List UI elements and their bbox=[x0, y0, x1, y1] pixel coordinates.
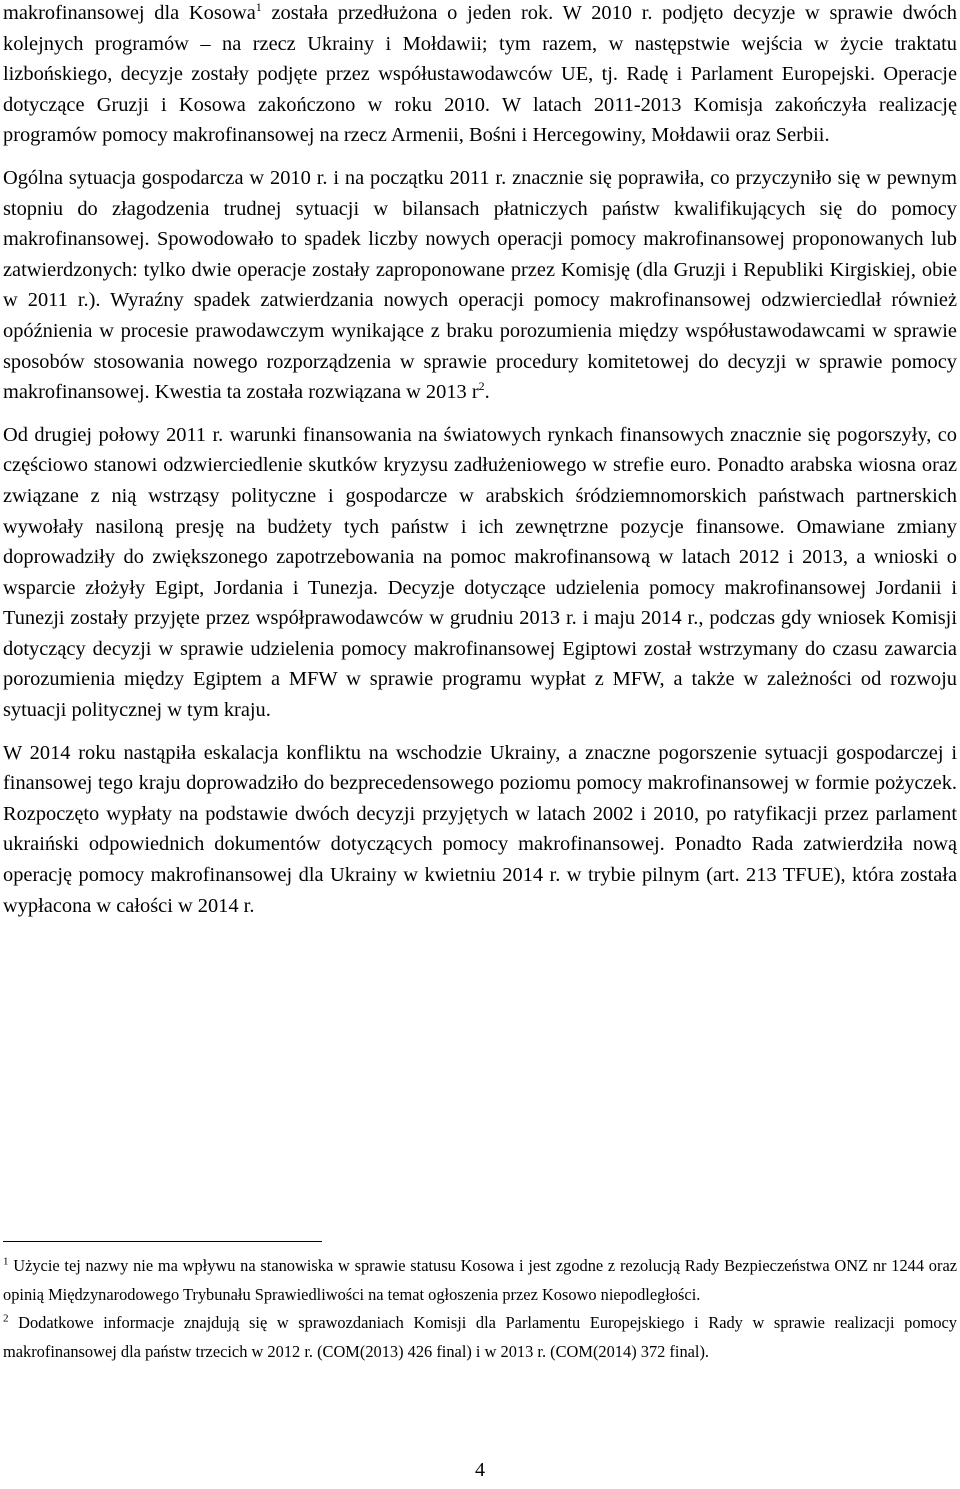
paragraph-1 bbox=[3, 0, 957, 151]
footnote-2-text: Dodatkowe informacje znajdują się w sprawozdaniach Komisji dla Parlamentu Europejskiego i Rady w sprawie realizacji pomocy makrofinansowej dla państw trzecich w 2012 r. (COM(2013) 426 final) i w 2013 r. (COM(2014) 372 final). bbox=[3, 1313, 957, 1361]
footnote-ref-2[interactable]: 2 bbox=[478, 379, 485, 394]
page-number: 4 bbox=[475, 1459, 485, 1481]
paragraph-1-text-cont: została przedłużona o jeden rok. W 2010 r. podjęto decyzje w sprawie dwóch kolejnych programów – na rzecz Ukrainy i Mołdawii; tym razem, w następstwie wejścia w życie traktatu lizbońskiego, decyzje zostały podjęte przez współustawodawców UE, tj. Radę i Parlament Europejski. Operacje dotyczące Gruzji i Kosowa zakończono w roku 2010. W latach 2011-2013 Komisja zakończyła realizację programów pomocy makrofinansowej na rzecz Armenii, Bośni i Hercegowiny, Mołdawii oraz Serbii. bbox=[3, 2, 957, 147]
paragraph-3-text: Od drugiej połowy 2011 r. warunki finansowania na światowych rynkach finansowych znacznie się pogorszyły, co częściowo stanowi odzwierciedlenie skutków kryzysu zadłużeniowego w strefie euro. Ponadto arabska wiosna oraz związane z nią wstrząsy polityczne i gospodarcze w arabskich śródziemnomorskich państwach partnerskich wywołały nasiloną presję na budżety tych państw i ich zewnętrzne pozycje finansowe. Omawiane zmiany doprowadziły do zwiększonego zapotrzebowania na pomoc makrofinansową w latach 2012 i 2013, a wnioski o wsparcie złożyły Egipt, Jordania i Tunezja. Decyzje dotyczące udzielenia pomocy makrofinansowej Jordanii i Tunezji zostały przyjęte przez współprawodawców w grudniu 2013 r. i maju 2014 r., podczas gdy wniosek Komisji dotyczący decyzji w sprawie udzielenia pomocy makrofinansowej Egiptowi został wstrzymany do czasu zawarcia porozumienia między Egiptem a MFW w sprawie programu wypłat z MFW, a także w zależności od rozwoju sytuacji politycznej w tym kraju. bbox=[3, 423, 957, 722]
footnote-1-marker: 1 bbox=[3, 1255, 9, 1268]
footnote-1-text: Użycie tej nazwy nie ma wpływu na stanowiska w sprawie statusu Kosowa i jest zgodne z rezolucją Rady Bezpieczeństwa ONZ nr 1244 oraz opinią Międzynarodowego Trybunału Sprawiedliwości na temat ogłoszenia przez Kosowo niepodległości. bbox=[3, 1256, 957, 1304]
paragraph-3 bbox=[3, 420, 957, 726]
paragraph-4 bbox=[3, 738, 957, 922]
footnote-ref-1[interactable]: 1 bbox=[255, 0, 262, 15]
footnote-separator bbox=[3, 1241, 322, 1242]
paragraph-2 bbox=[3, 163, 957, 408]
footnote-2-marker: 2 bbox=[3, 1312, 9, 1325]
paragraph-1-text: makrofinansowej dla Kosowa bbox=[3, 2, 256, 24]
footnote-1 bbox=[3, 1252, 957, 1309]
paragraph-4-text: W 2014 roku nastąpiła eskalacja konfliktu na wschodzie Ukrainy, a znaczne pogorszenie sytuacji gospodarczej i finansowej tego kraju doprowadziło do bezprecedensowego poziomu pomocy makrofinansowej w formie pożyczek. Rozpoczęto wypłaty na podstawie dwóch decyzji przyjętych w latach 2002 i 2010, po ratyfikacji przez parlament ukraiński odpowiednich dokumentów dotyczących pomocy makrofinansowej. Ponadto Rada zatwierdziła nową operację pomocy makrofinansowej dla Ukrainy w kwietniu 2014 r. w trybie pilnym (art. 213 TFUE), która została wypłacona w całości w 2014 r. bbox=[3, 741, 957, 917]
document-body bbox=[3, 0, 957, 933]
paragraph-2-text: Ogólna sytuacja gospodarcza w 2010 r. i na początku 2011 r. znacznie się poprawiła, co przyczyniło się w pewnym stopniu do złagodzenia trudnej sytuacji w bilansach płatniczych państw kwalifikujących się do pomocy makrofinansowej. Spowodowało to spadek liczby nowych operacji pomocy makrofinansowej proponowanych lub zatwierdzonych: tylko dwie operacje zostały zaproponowane przez Komisję (dla Gruzji i Republiki Kirgiskiej, obie w 2011 r.). Wyraźny spadek zatwierdzania nowych operacji pomocy makrofinansowej odzwierciedlał również opóźnienia w procesie prawodawczym wynikające z braku porozumienia między współustawodawcami w sprawie sposobów stosowania nowego rozporządzenia w sprawie procedury komitetowej do decyzji w sprawie pomocy makrofinansowej. Kwestia ta została rozwiązana w 2013 r bbox=[3, 166, 957, 404]
paragraph-2-text-cont: . bbox=[484, 381, 490, 404]
footnotes-section bbox=[3, 1252, 957, 1366]
footnote-2 bbox=[3, 1309, 957, 1366]
